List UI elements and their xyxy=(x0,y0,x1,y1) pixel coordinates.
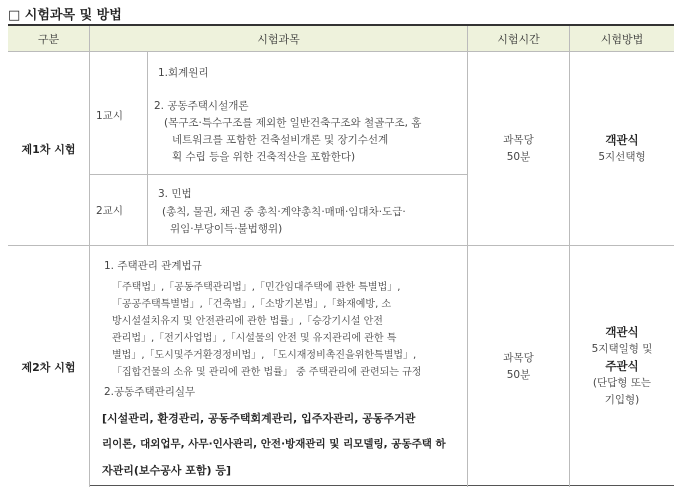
section-title: □ 시험과목 및 방법 xyxy=(8,8,122,23)
exam2-method-objective-format: 5지택일형 및 xyxy=(591,343,653,355)
subject-housing-facilities-note-1: (목구조·특수구조를 제외한 일반건축구조와 철골구조, 홈 xyxy=(164,117,422,129)
exam1-time-minutes: 50분 xyxy=(506,150,531,163)
exam2-method-subjective: 주관식 xyxy=(605,359,639,373)
exam-subjects-table xyxy=(8,24,674,486)
exam2-method-subjective-format-2: 기입형) xyxy=(604,394,640,406)
exam2-line-3: 「공공주택특별법」,「건축법」,「소방기본법」,「화재예방, 소 xyxy=(112,299,392,310)
subject-housing-facilities-note-2: 네트워크를 포함한 건축설비개론 및 장기수선계 xyxy=(172,134,389,146)
exam2-time-minutes: 50분 xyxy=(506,368,531,381)
subject-civil-law-note-2: 위임·부당이득·불법행위) xyxy=(170,223,283,235)
exam1-period1-name: 1교시 xyxy=(96,110,123,122)
exam2-line-6: 별법」,「도시및주거환경정비법」, 「도시재정비촉진을위한특별법」, xyxy=(112,350,417,361)
exam1-time-per-subject: 과목당 xyxy=(503,133,534,146)
exam2-label: 제2차 시험 xyxy=(8,246,90,487)
subject-civil-law-note-1: (총칙, 물권, 채권 중 총칙·계약총칙·매매·임대차·도급· xyxy=(162,206,406,218)
exam2-method-objective: 객관식 xyxy=(605,325,639,339)
exam1-method-type: 객관식 xyxy=(605,132,639,147)
exam2-line-7: 「집합건물의 소유 및 관리에 관한 법률」 중 주택관리에 관련되는 규정 xyxy=(112,367,422,378)
exam2-practice-detail-1: [시설관리, 환경관리, 공동주택회계관리, 입주자관리, 공동주거관 xyxy=(102,412,416,425)
header-category: 구분 xyxy=(8,26,90,52)
exam2-subjects xyxy=(90,246,468,487)
exam1-period1-cell xyxy=(90,52,148,175)
exam1-period2-cell xyxy=(90,175,148,246)
exam2-method xyxy=(570,246,674,487)
exam2-time-per-subject: 과목당 xyxy=(503,351,534,364)
exam2-practice-heading: 2.공동주택관리실무 xyxy=(104,386,196,398)
header-subjects: 시험과목 xyxy=(90,26,468,52)
subject-accounting: 1.회계원리 xyxy=(158,67,209,79)
exam1-label: 제1차 시험 xyxy=(8,52,90,246)
subject-civil-law: 3. 민법 xyxy=(158,188,192,200)
header-time: 시험시간 xyxy=(468,26,570,52)
exam2-method-subjective-format-1: (단답형 또는 xyxy=(592,377,652,389)
exam2-line-2: 「주택법」,「공동주택관리법」,「민간임대주택에 관한 특별법」, xyxy=(112,282,401,293)
exam2-line-5: 관리법」,「전기사업법」,「시설물의 안전 및 유지관리에 관한 특 xyxy=(112,333,397,344)
exam2-practice-detail-2: 리이론, 대외업무, 사무·인사관리, 안전·방재관리 및 리모델링, 공동주택 하 xyxy=(102,438,446,450)
exam1-method xyxy=(570,52,674,246)
exam2-line-1: 1. 주택관리 관계법규 xyxy=(104,260,202,272)
subject-housing-facilities: 2. 공동주택시설개론 xyxy=(154,100,249,112)
exam2-time xyxy=(468,246,570,487)
exam1-period1-subjects xyxy=(148,52,468,175)
subject-housing-facilities-note-3: 획 수립 등을 위한 건축적산을 포함한다) xyxy=(172,151,356,163)
exam2-practice-detail-3: 자관리(보수공사 포함) 등] xyxy=(102,464,232,477)
exam1-time xyxy=(468,52,570,246)
header-method: 시험방법 xyxy=(570,26,674,52)
exam1-method-format: 5지선택형 xyxy=(598,150,646,163)
exam2-line-4: 방시설설치유지 및 안전관리에 관한 법률」,「승강기시설 안전 xyxy=(112,316,383,327)
exam1-period2-name: 2교시 xyxy=(96,205,123,217)
exam1-period2-subjects xyxy=(148,175,468,246)
